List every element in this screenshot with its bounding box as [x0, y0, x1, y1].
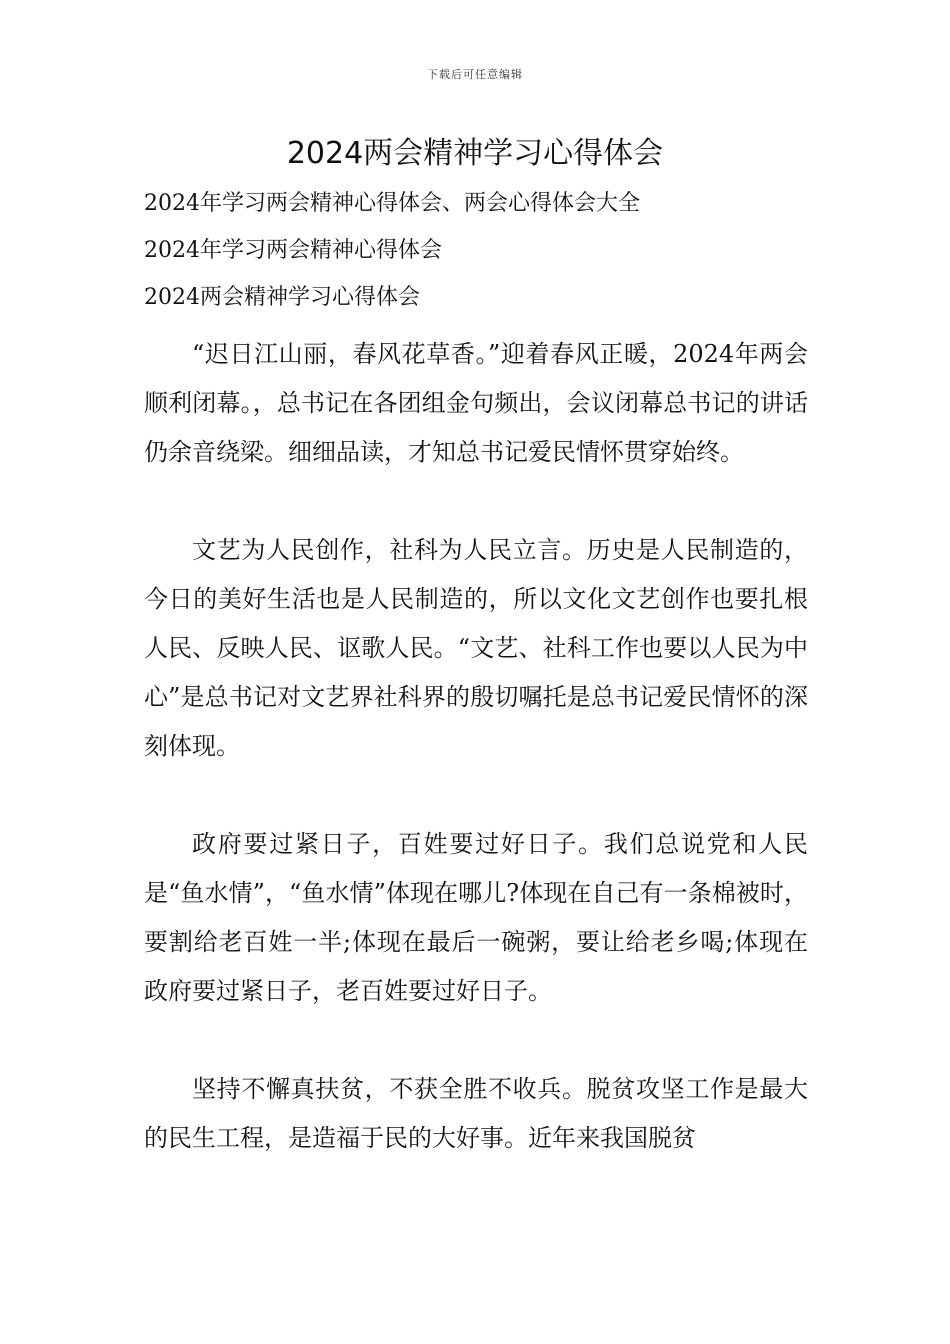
subtitle-list [144, 180, 824, 321]
header-note: 下载后可任意编辑 [427, 68, 523, 81]
document-body [144, 330, 808, 1212]
body-paragraph: 政府要过紧日子，百姓要过好日子。我们总说党和人民是“鱼水情”，“鱼水情”体现在哪儿?体现在自己有一条棉被时，要割给老百姓一半;体现在最后一碗粥，要让给老乡喝;体现在政府要过紧日子，老百姓要过好日子。 [144, 830, 808, 1005]
subtitle-line: 2024年学习两会精神心得体会 [144, 238, 442, 263]
subtitle-line: 2024两会精神学习心得体会 [144, 285, 420, 310]
subtitle-line: 2024年学习两会精神心得体会、两会心得体会大全 [144, 191, 640, 216]
body-paragraph: 坚持不懈真扶贫，不获全胜不收兵。脱贫攻坚工作是最大的民生工程，是造福于民的大好事。近年来我国脱贫 [144, 1075, 808, 1152]
body-paragraph: 文艺为人民创作，社科为人民立言。历史是人民制造的，今日的美好生活也是人民制造的，所以文化文艺创作也要扎根人民、反映人民、讴歌人民。“文艺、社科工作也要以人民为中心”是总书记对文艺界社科界的殷切嘱托是总书记爱民情怀的深刻体现。 [144, 536, 808, 760]
document-title: 2024两会精神学习心得体会 [286, 136, 664, 171]
body-paragraph: “迟日江山丽，春风花草香。”迎着春风正暖，2024年两会顺利闭幕。，总书记在各团组金句频出，会议闭幕总书记的讲话仍余音绕梁。细细品读，才知总书记爱民情怀贯穿始终。 [144, 340, 808, 466]
